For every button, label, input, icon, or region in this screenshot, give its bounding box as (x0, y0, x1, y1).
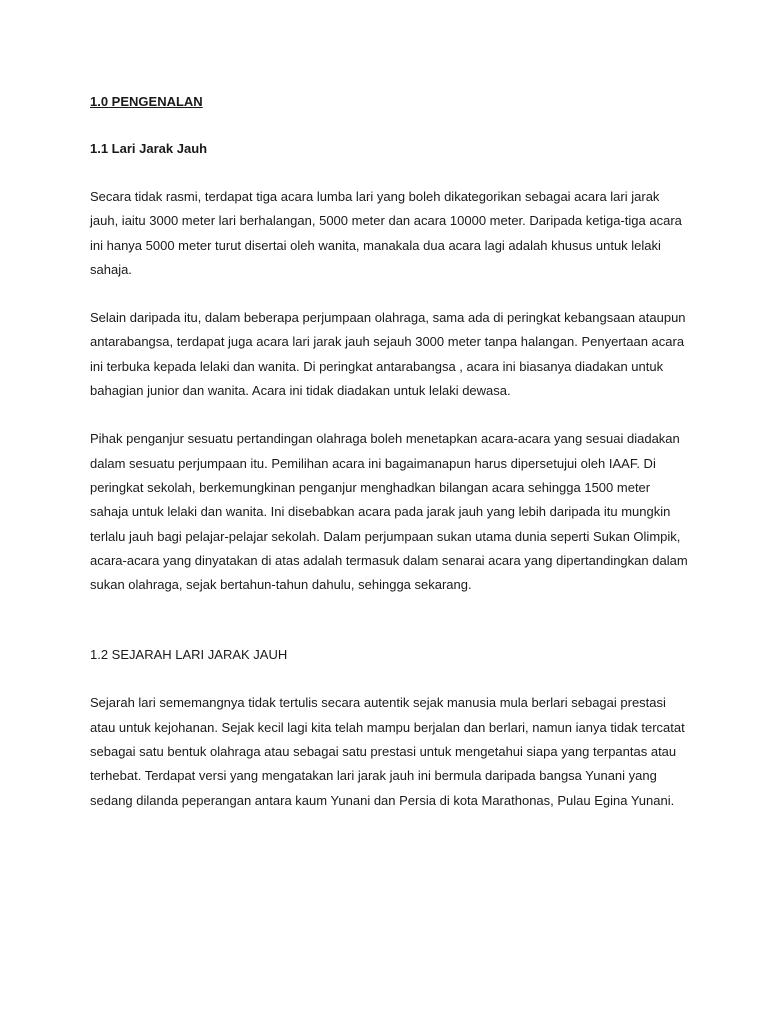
document-body (90, 92, 690, 837)
paragraph-1: Secara tidak rasmi, terdapat tiga acara lumba lari yang boleh dikategorikan sebagai acara lari jarak jauh, iaitu 3000 meter lari berhalangan, 5000 meter dan acara 10000 meter. Daripada ketiga-tiga acara ini hanya 5000 meter turut disertai oleh wanita, manakala dua acara lagi adalah khusus untuk lelaki sahaja. (90, 189, 682, 277)
paragraph-2: Selain daripada itu, dalam beberapa perjumpaan olahraga, sama ada di peringkat kebangsaan ataupun antarabangsa, terdapat juga acara lari jarak jauh sejauh 3000 meter tanpa halangan. Penyertaan acara ini terbuka kepada lelaki dan wanita. Di peringkat antarabangsa , acara ini biasanya diadakan untuk bahagian junior dan wanita. Acara ini tidak diadakan untuk lelaki dewasa. (90, 310, 686, 399)
heading-sub: 1.1 Lari Jarak Jauh (90, 141, 208, 156)
paragraph-4: Sejarah lari sememangnya tidak tertulis secara autentik sejak manusia mula berlari sebagai prestasi atau untuk kejohanan. Sejak kecil lagi kita telah mampu berjalan dan berlari, namun ianya tidak tercatat sebagai satu bentuk olahraga atau sebagai satu prestasi untuk mengetahui siapa yang terpantas atau terhebat. Terdapat versi yang mengatakan lari jarak jauh ini bermula daripada bangsa Yunani yang sedang dilanda peperangan antara kaum Yunani dan Persia di kota Marathonas, Pulau Egina Yunani. (90, 695, 685, 808)
heading-section-2: 1.2 SEJARAH LARI JARAK JAUH (90, 647, 288, 663)
paragraph-3: Pihak penganjur sesuatu pertandingan olahraga boleh menetapkan acara-acara yang sesuai diadakan dalam sesuatu perjumpaan itu. Pemilihan acara ini bagaimanapun harus dipersetujui oleh IAAF. Di peringkat sekolah, berkemungkinan penganjur menghadkan bilangan acara sehingga 1500 meter sahaja untuk lelaki dan wanita. Ini disebabkan acara pada jarak jauh yang lebih daripada itu mungkin terlalu jauh bagi pelajar-pelajar sekolah. Dalam perjumpaan sukan utama dunia seperti Sukan Olimpik, acara-acara yang dinyatakan di atas adalah termasuk dalam senarai acara yang dipertandingkan dalam sukan olahraga, sejak bertahun-tahun dahulu, sehingga sekarang. (90, 431, 688, 593)
heading-main: 1.0 PENGENALAN (90, 94, 203, 109)
